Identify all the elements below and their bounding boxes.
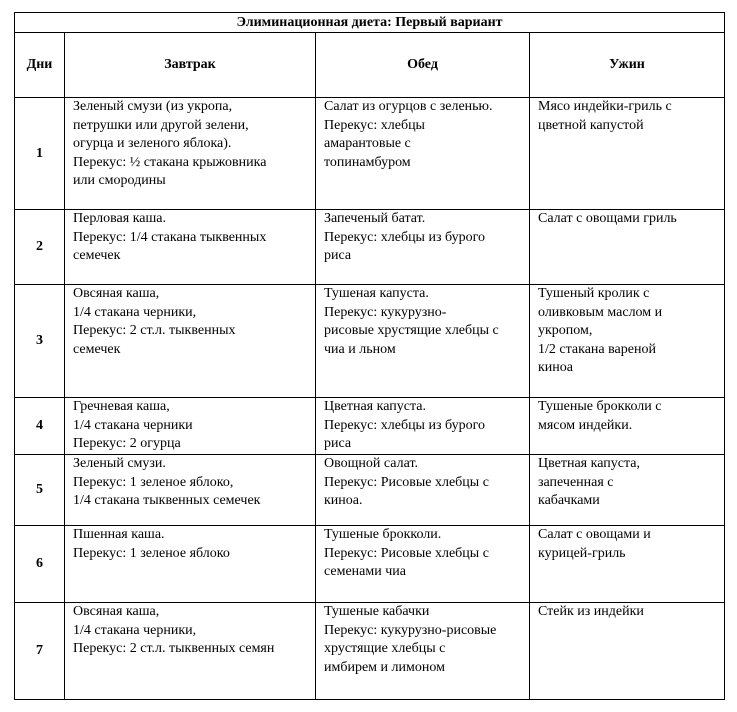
table-row: [15, 603, 725, 700]
table-title: Элиминационная диета: Первый вариант: [15, 13, 725, 33]
header-row: [15, 33, 725, 98]
day-number: 3: [15, 285, 65, 398]
day-number: 6: [15, 526, 65, 603]
day-number: 7: [15, 603, 65, 700]
day-number: 4: [15, 398, 65, 455]
table-row: [15, 526, 725, 603]
lunch-cell: Запеченый батат. Перекус: хлебцы из бурого риса: [316, 210, 530, 285]
dinner-cell: Тушеные брокколи с мясом индейки.: [530, 398, 725, 455]
breakfast-cell: Овсяная каша, 1/4 стакана черники, Перекус: 2 ст.л. тыквенных семечек: [65, 285, 316, 398]
dinner-cell: Тушеный кролик с оливковым маслом и укропом, 1/2 стакана вареной киноа: [530, 285, 725, 398]
lunch-cell: Тушеные брокколи. Перекус: Рисовые хлебцы с семенами чиа: [316, 526, 530, 603]
table-row: [15, 285, 725, 398]
lunch-cell: Салат из огурцов с зеленью. Перекус: хлебцы амарантовые с топинамбуром: [316, 98, 530, 210]
header-breakfast: Завтрак: [65, 33, 316, 98]
day-number: 1: [15, 98, 65, 210]
lunch-cell: Цветная капуста. Перекус: хлебцы из бурого риса: [316, 398, 530, 455]
lunch-cell: Овощной салат. Перекус: Рисовые хлебцы с киноа.: [316, 455, 530, 526]
day-number: 5: [15, 455, 65, 526]
breakfast-cell: Зеленый смузи (из укропа, петрушки или другой зелени, огурца и зеленого яблока). Перекус: ½ стакана крыжовника или смородины: [65, 98, 316, 210]
dinner-cell: Стейк из индейки: [530, 603, 725, 700]
header-dinner: Ужин: [530, 33, 725, 98]
lunch-cell: Тушеная капуста. Перекус: кукурузно- рисовые хрустящие хлебцы с чиа и льном: [316, 285, 530, 398]
day-number: 2: [15, 210, 65, 285]
table-row: [15, 455, 725, 526]
breakfast-cell: Пшенная каша. Перекус: 1 зеленое яблоко: [65, 526, 316, 603]
table-row: [15, 398, 725, 455]
header-lunch: Обед: [316, 33, 530, 98]
breakfast-cell: Перловая каша. Перекус: 1/4 стакана тыквенных семечек: [65, 210, 316, 285]
dinner-cell: Салат с овощами гриль: [530, 210, 725, 285]
breakfast-cell: Зеленый смузи. Перекус: 1 зеленое яблоко, 1/4 стакана тыквенных семечек: [65, 455, 316, 526]
diet-table: [14, 12, 725, 700]
dinner-cell: Цветная капуста, запеченная с кабачками: [530, 455, 725, 526]
dinner-cell: Салат с овощами и курицей-гриль: [530, 526, 725, 603]
breakfast-cell: Овсяная каша, 1/4 стакана черники, Перекус: 2 ст.л. тыквенных семян: [65, 603, 316, 700]
lunch-cell: Тушеные кабачки Перекус: кукурузно-рисовые хрустящие хлебцы с имбирем и лимоном: [316, 603, 530, 700]
dinner-cell: Мясо индейки-гриль с цветной капустой: [530, 98, 725, 210]
header-day: Дни: [15, 33, 65, 98]
table-row: [15, 98, 725, 210]
table-row: [15, 210, 725, 285]
breakfast-cell: Гречневая каша, 1/4 стакана черники Перекус: 2 огурца: [65, 398, 316, 455]
title-row: [15, 13, 725, 33]
